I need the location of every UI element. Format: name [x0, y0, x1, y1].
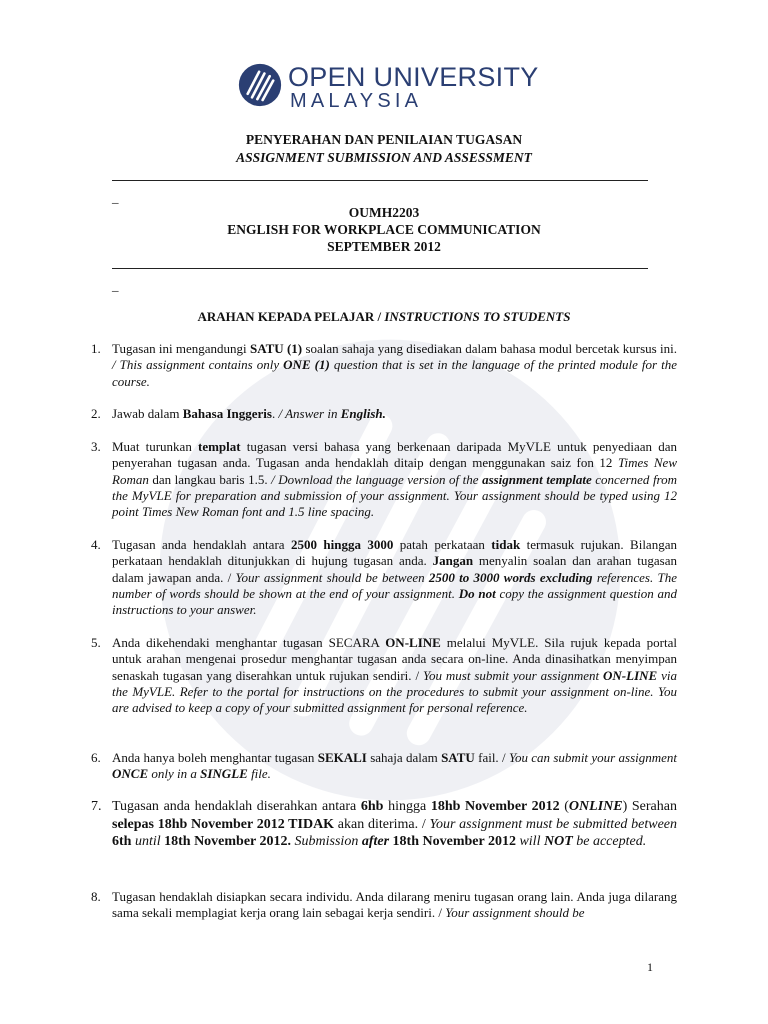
instruction-text: sahaja dalam	[366, 750, 442, 765]
instruction-text: ONE (1)	[283, 357, 330, 373]
divider-line	[112, 268, 648, 269]
instructions-heading	[0, 308, 768, 325]
instruction-text: 18th November 2012	[392, 834, 516, 849]
instruction-text: ONCE	[112, 766, 149, 782]
instructions-heading-malay: ARAHAN KEPADA PELAJAR /	[197, 309, 385, 324]
instruction-item	[91, 406, 677, 422]
instruction-text: / Download the language version of the	[271, 471, 483, 487]
instruction-text: SATU (1)	[249, 341, 303, 356]
divider-dash: _	[112, 190, 119, 205]
instruction-text: ON-LINE	[385, 635, 441, 650]
instruction-text: Tugasan hendaklah disiapkan secara individu. Anda dilarang meniru tugasan orang lain. Anda juga dilarang sama sekali memplagiat kerja orang lain sebagai kerja sendiri. /	[112, 889, 677, 921]
course-title: ENGLISH FOR WORKPLACE COMMUNICATION	[227, 222, 541, 237]
instruction-text: will	[515, 834, 544, 849]
instruction-text: English.	[340, 406, 386, 421]
page-number: 1	[647, 960, 653, 974]
instruction-text: concerned from the MyVLE for preparation and submission of your assignment. Your assignment should be typed using 12 point Times New Roman font and 1.5 line spacing.	[112, 471, 678, 520]
oum-emblem-icon	[238, 62, 282, 108]
instruction-text: Your assignment should be between	[235, 569, 429, 585]
instruction-text: Your assignment should be	[445, 905, 585, 921]
instruction-text: assignment template	[482, 471, 592, 487]
instruction-text: Tugasan anda hendaklah antara	[112, 537, 291, 552]
instruction-text: Anda dikehendaki menghantar tugasan SECARA	[112, 635, 386, 650]
instruction-text: Muat turunkan	[112, 439, 198, 454]
course-code: OUMH2203	[348, 205, 420, 220]
instruction-text: question that is set in the language of the printed module for the course.	[112, 357, 678, 389]
instruction-text: You can submit your assignment	[508, 750, 678, 765]
instruction-text: (	[559, 799, 569, 814]
instruction-number: 8.	[91, 889, 101, 904]
instruction-text: selepas 18hb November 2012 TIDAK	[112, 816, 335, 832]
divider-dash: _	[112, 278, 119, 293]
instruction-text: Times New Roman	[112, 455, 677, 487]
instruction-text: You must submit your assignment	[422, 667, 604, 683]
instruction-text: Bahasa Inggeris	[182, 406, 272, 421]
divider-line	[112, 180, 648, 181]
instruction-item	[91, 635, 677, 716]
instruction-text: SINGLE	[200, 766, 248, 782]
instruction-text: templat	[198, 439, 241, 454]
instruction-item	[91, 750, 678, 783]
instruction-text: 18th November 2012.	[164, 834, 292, 849]
instruction-text: Your assignment must be submitted between	[429, 816, 678, 832]
instruction-number: 2.	[91, 406, 101, 421]
instruction-text: via the MyVLE. Refer to the portal for instructions on the procedures to submit your assignment on-line. You are advised to keep a copy of your submitted assignment for personal reference.	[112, 667, 677, 716]
instruction-number: 6.	[91, 750, 101, 765]
heading-malay: PENYERAHAN DAN PENILAIAN TUGASAN	[245, 132, 523, 147]
instruction-text: termasuk rujukan. Bilangan perkataan hendaklah ditunjukkan di hujung tugasan anda.	[112, 537, 677, 569]
instruction-number: 5.	[91, 635, 101, 650]
instructions-heading-english: INSTRUCTIONS TO STUDENTS	[384, 309, 571, 324]
course-session: SEPTEMBER 2012	[327, 239, 441, 254]
instruction-text: soalan sahaja yang disediakan dalam bahasa modul bercetak kursus ini.	[302, 341, 677, 356]
instruction-text: SEKALI	[317, 750, 367, 765]
instruction-text: copy the assignment question and instructions to your answer.	[112, 585, 677, 618]
instruction-item	[91, 537, 677, 618]
instruction-text: akan diterima. /	[334, 816, 430, 832]
instruction-text: file.	[247, 766, 271, 782]
instruction-text: until	[131, 834, 165, 849]
instruction-text: fail. /	[474, 750, 509, 765]
instruction-text: 2500 to 3000 words excluding	[428, 569, 593, 585]
instruction-text: Tugasan anda hendaklah diserahkan antara	[112, 799, 361, 814]
instruction-item	[91, 798, 678, 851]
instruction-text: ) Serahan	[622, 799, 677, 814]
instruction-text: Submission	[291, 834, 362, 849]
instruction-text: 6hb	[360, 799, 384, 814]
instruction-item	[91, 889, 677, 922]
instruction-text: / Answer in	[278, 406, 341, 421]
logo-text-line1: OPEN UNIVERSITY	[288, 62, 539, 92]
instruction-text: menyalin soalan dan arahan tugasan dalam jawapan anda. /	[112, 553, 677, 585]
instruction-text: 18hb November 2012	[430, 799, 560, 814]
instruction-text: tidak	[491, 537, 521, 552]
logo-text-line2: MALAYSIA	[290, 90, 423, 112]
instruction-text: .	[271, 406, 279, 421]
instruction-text: Anda hanya boleh menghantar tugasan	[112, 750, 318, 765]
instruction-text: ONLINE	[568, 799, 623, 814]
instruction-text: Tugasan ini mengandungi	[112, 341, 250, 356]
instruction-number: 1.	[91, 341, 101, 356]
instruction-text: 6th	[112, 834, 132, 849]
instruction-number: 3.	[91, 439, 101, 454]
heading-english: ASSIGNMENT SUBMISSION AND ASSESSMENT	[236, 150, 532, 165]
instruction-text: be accepted.	[572, 834, 647, 849]
instruction-text: Jawab dalam	[112, 406, 183, 421]
instruction-text: patah perkataan	[393, 537, 492, 552]
instruction-text: dan langkau baris 1.5.	[148, 471, 272, 487]
instruction-text: ON-LINE	[603, 667, 658, 683]
instruction-text: 2500 hingga 3000	[290, 537, 394, 552]
instruction-text: only in a	[148, 766, 201, 782]
instruction-text: Jangan	[432, 553, 474, 569]
instruction-text: hingga	[383, 799, 431, 814]
instruction-text: melalui MyVLE. Sila rujuk kepada portal untuk arahan mengenai prosedur menghantar tugasan anda secara on-line. Anda dinasihatkan menyimpan senaskah tugasan yang diserahkan untuk rujukan sendiri. /	[112, 635, 677, 683]
instruction-item	[91, 341, 678, 390]
instruction-text: after	[361, 834, 390, 849]
instruction-text: / This assignment contains only	[112, 357, 284, 373]
instruction-item	[91, 439, 678, 520]
instruction-text: Do not	[458, 585, 496, 601]
university-logo	[238, 62, 538, 114]
instruction-text: tugasan versi bahasa yang berkenaan daripada MyVLE untuk penyediaan dan penyerahan tugasan anda. Tugasan anda hendaklah ditaip dengan menggunakan saiz fon 12	[112, 439, 677, 471]
instruction-number: 7.	[91, 799, 102, 814]
instruction-number: 4.	[91, 537, 101, 552]
instruction-text: SATU	[441, 750, 475, 765]
instruction-text: references. The number of words should be shown at the end of your assignment.	[112, 569, 677, 601]
instruction-text: NOT	[543, 834, 573, 849]
